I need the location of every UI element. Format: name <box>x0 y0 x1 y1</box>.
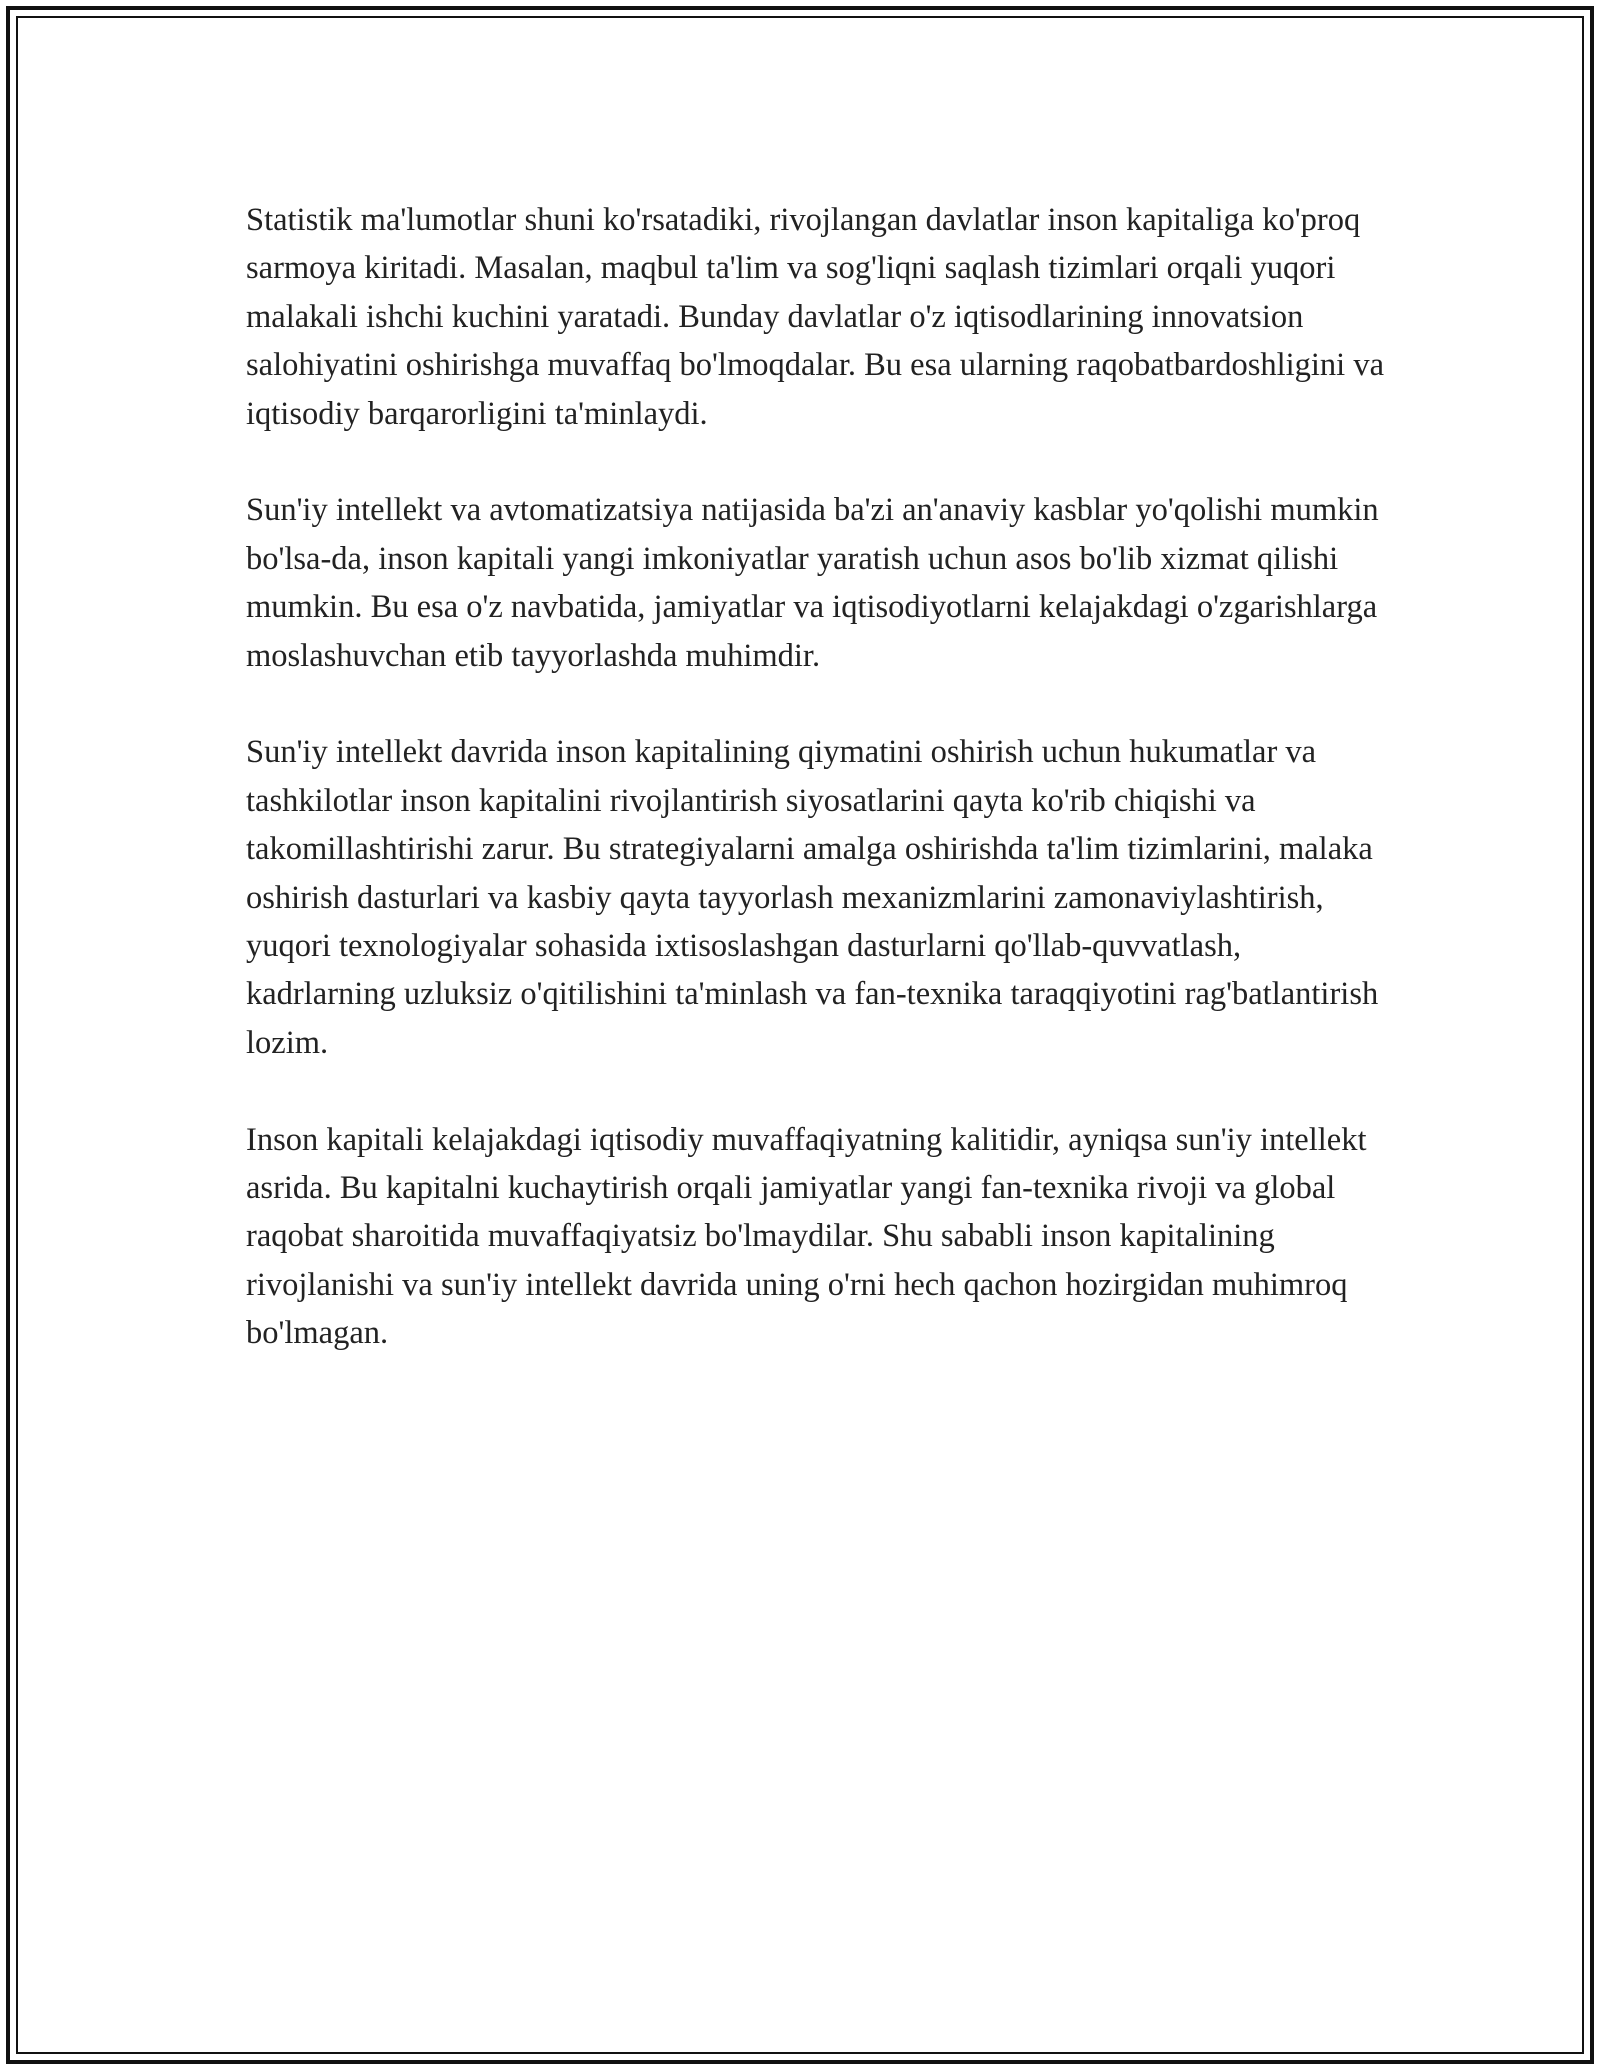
document-body <box>246 196 1386 1358</box>
paragraph-3: Sun'iy intellekt davrida inson kapitalining qiymatini oshirish uchun hukumatlar va tashkilotlar inson kapitalini rivojlantirish siyosatlarini qayta ko'rib chiqishi va takomillashtirishi zarur. Bu strategiyalarni amalga oshirishda ta'lim tizimlarini, malaka oshirish dasturlari va kasbiy qayta tayyorlash mexanizmlarini zamonaviylashtirish, yuqori texnologiyalar sohasida ixtisoslashgan dasturlarni qo'llab-quvvatlash, kadrlarning uzluksiz o'qitilishini ta'minlash va fan-texnika taraqqiyotini rag'batlantirish lozim. <box>246 734 1379 1061</box>
paragraph-2: Sun'iy intellekt va avtomatizatsiya natijasida ba'zi an'anaviy kasblar yo'qolishi mumkin bo'lsa-da, inson kapitali yangi imkoniyatlar yaratish uchun asos bo'lib xizmat qilishi mumkin. Bu esa o'z navbatida, jamiyatlar va iqtisodiyotlarni kelajakdagi o'zgarishlarga moslashuvchan etib tayyorlashda muhimdir. <box>246 492 1379 674</box>
page-frame <box>6 6 1594 2064</box>
paragraph-4: Inson kapitali kelajakdagi iqtisodiy muvaffaqiyatning kalitidir, ayniqsa sun'iy intellekt asrida. Bu kapitalni kuchaytirish orqali jamiyatlar yangi fan-texnika rivoji va global raqobat sharoitida muvaffaqiyatsiz bo'lmaydilar. Shu sababli inson kapitalining rivojlanishi va sun'iy intellekt davrida uning o'rni hech qachon hozirgidan muhimroq bo'lmagan. <box>246 1121 1367 1352</box>
paragraph-1: Statistik ma'lumotlar shuni ko'rsatadiki, rivojlangan davlatlar inson kapitaliga ko'proq sarmoya kiritadi. Masalan, maqbul ta'lim va sog'liqni saqlash tizimlari orqali yuqori malakali ishchi kuchini yaratadi. Bunday davlatlar o'z iqtisodlarining innovatsion salohiyatini oshirishga muvaffaq bo'lmoqdalar. Bu esa ularning raqobatbardoshligini va iqtisodiy barqarorligini ta'minlaydi. <box>246 202 1385 432</box>
